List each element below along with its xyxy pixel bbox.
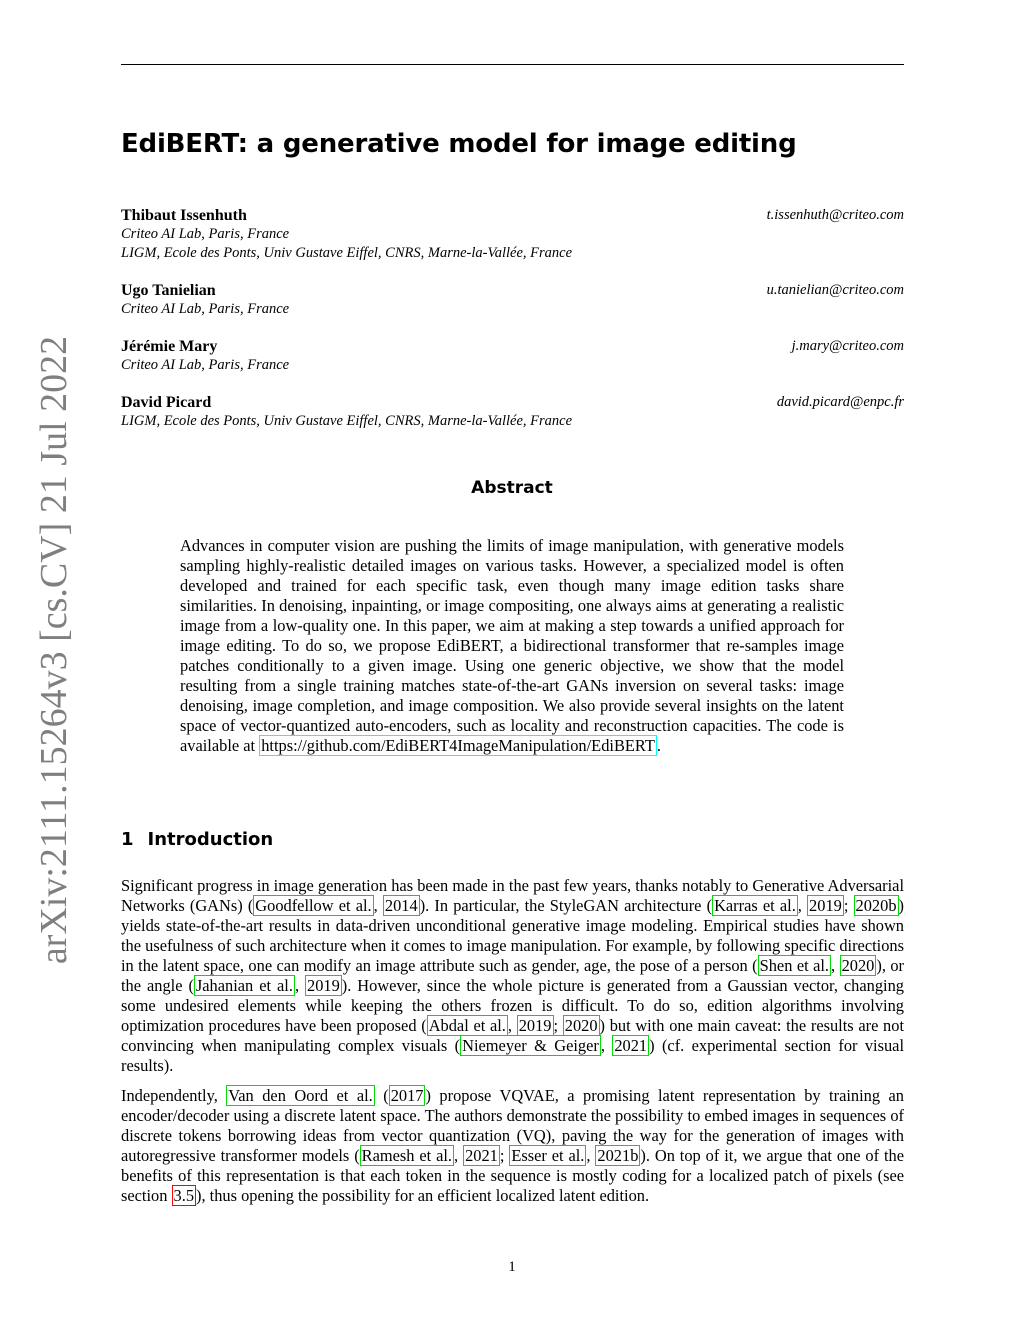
- author-block: [121, 393, 904, 431]
- section-reference-link[interactable]: 3.5: [173, 1186, 195, 1205]
- citation-link[interactable]: 2019: [307, 976, 340, 995]
- citation-link[interactable]: 2021: [465, 1146, 498, 1165]
- author-name: David Picard: [121, 394, 212, 411]
- citation-link[interactable]: 2021b: [597, 1146, 639, 1165]
- abstract-heading: Abstract: [471, 478, 553, 498]
- citation-link[interactable]: Abdal et al.: [428, 1016, 506, 1035]
- page-number: 1: [508, 1259, 516, 1275]
- header-rule: [121, 64, 904, 65]
- citation-link[interactable]: Shen et al.: [759, 956, 830, 975]
- citation-link[interactable]: Ramesh et al.: [361, 1146, 453, 1165]
- abstract-body-text: Advances in computer vision are pushing the limits of image manipulation, with generative models sampling highly-realistic detailed images on various tasks. However, a specialized model is often developed and trained for each specific task, even though many image edition tasks share similarities. In denoising, inpainting, or image compositing, one always aims at generating a realistic image from a low-quality one. In this paper, we aim at making a step towards a unified approach for image editing. To do so, we propose EdiBERT, a bidirectional transformer that re-samples image patches conditionally to a given image. Using one generic objective, we show that the model resulting from a single training matches state-of-the-art GANs inversion on several tasks: image denoising, image completion, and image composition. We also provide several insights on the latent space of vector-quantized auto-encoders, such as locality and reconstruction capacities. The code is available at: [180, 536, 844, 755]
- author-affiliation: LIGM, Ecole des Ponts, Univ Gustave Eiffel, CNRS, Marne-la-Vallée, France: [121, 245, 573, 261]
- citation-link[interactable]: 2020: [564, 1016, 598, 1035]
- author-name: Jérémie Mary: [121, 338, 218, 355]
- citation-link[interactable]: Esser et al.: [511, 1146, 585, 1165]
- paper-title: EdiBERT: a generative model for image editing: [121, 129, 797, 159]
- citation-link[interactable]: Niemeyer & Geiger: [462, 1036, 599, 1055]
- intro-paragraph-2: Independently, Van den Oord et al. ( 2017 ) propose VQVAE, a promising latent representation by training an encoder/decoder using a discrete latent space. The authors demonstrate the possibility to embed images in sequences of discrete tokens borrowing ideas from vector quantization (VQ), paving the way for the generation of images with autoregressive transformer models ( Ramesh et al. , 2021 ; Esser et al. , 2021b ). On top of it, we argue that one of the benefits of this representation is that each token in the sequence is mostly coding for a localized patch of pixels (see section 3.5 ), thus opening the possibility for an efficient localized latent edition.: [121, 1086, 905, 1205]
- section-title: Introduction: [147, 829, 274, 850]
- author-block: [121, 337, 904, 375]
- arxiv-identifier: arXiv:2111.15264v3 [cs.CV] 21 Jul 2022: [33, 335, 75, 965]
- citation-link[interactable]: Van den Oord et al.: [228, 1086, 373, 1105]
- author-affiliation: Criteo AI Lab, Paris, France: [121, 226, 290, 242]
- author-email[interactable]: u.tanielian@criteo.com: [766, 282, 904, 298]
- author-block: [121, 281, 904, 319]
- intro-paragraph-1: Significant progress in image generation has been made in the past few years, thanks notably to Generative Adversarial Networks (GANs) ( Goodfellow et al. , 2014 ). In particular, the StyleGAN architecture ( Karras et al. , 2019 ; 2020b ) yields state-of-the-art results in data-driven unconditional generative image modeling. Empirical studies have shown the usefulness of such architecture when it comes to image manipulation. For example, by following specific directions in the latent space, one can modify an image attribute such as gender, age, the pose of a person ( Shen et al. , 2020 ), or the angle ( Jahanian et al. , 2019 ). However, since the whole picture is generated from a Gaussian vector, changing some undesired elements while keeping the others frozen is difficult. To do so, edition algorithms involving optimization procedures have been proposed ( Abdal et al. , 2019 ; 2020 ) but with one main caveat: the results are not convincing when manipulating complex visuals ( Niemeyer & Geiger , 2021 ) (cf. experimental section for visual results).: [121, 876, 905, 1075]
- author-block: [121, 206, 904, 263]
- citation-link[interactable]: Karras et al.: [714, 896, 796, 915]
- citation-link[interactable]: 2019: [809, 896, 842, 915]
- abstract-text: Advances in computer vision are pushing the limits of image manipulation, with generative models sampling highly-realistic detailed images on various tasks. However, a specialized model is often developed and trained for each specific task, even though many image edition tasks share similarities. In denoising, inpainting, or image compositing, one always aims at generating a realistic image from a low-quality one. In this paper, we aim at making a step towards a unified approach for image editing. To do so, we propose EdiBERT, a bidirectional transformer that re-samples image patches conditionally to a given image. Using one generic objective, we show that the model resulting from a single training matches state-of-the-art GANs inversion on several tasks: image denoising, image completion, and image composition. We also provide several insights on the latent space of vector-quantized auto-encoders, such as locality and reconstruction capacities. The code is available at https://github.com/EdiBERT4ImageManipulation/EdiBERT .: [180, 536, 844, 755]
- author-email[interactable]: j.mary@criteo.com: [791, 338, 904, 354]
- citation-link[interactable]: 2019: [518, 1016, 552, 1035]
- citation-link[interactable]: Jahanian et al.: [195, 976, 293, 995]
- author-name: Thibaut Issenhuth: [121, 207, 247, 224]
- author-name: Ugo Tanielian: [121, 282, 216, 299]
- citation-link[interactable]: 2020: [841, 956, 875, 975]
- author-email[interactable]: t.issenhuth@criteo.com: [766, 207, 904, 223]
- author-affiliation: Criteo AI Lab, Paris, France: [121, 301, 290, 317]
- author-email[interactable]: david.picard@enpc.fr: [776, 394, 904, 410]
- section-heading: [121, 829, 273, 850]
- author-affiliation: Criteo AI Lab, Paris, France: [121, 357, 290, 373]
- section-number: 1: [121, 829, 134, 850]
- citation-link[interactable]: 2014: [384, 896, 418, 915]
- author-affiliation: LIGM, Ecole des Ponts, Univ Gustave Eiffel, CNRS, Marne-la-Vallée, France: [121, 413, 573, 429]
- citation-link[interactable]: 2021: [614, 1036, 648, 1055]
- citation-link[interactable]: Goodfellow et al.: [255, 896, 372, 915]
- code-url-link[interactable]: https://github.com/EdiBERT4ImageManipulation/EdiBERT: [261, 736, 655, 755]
- citation-link[interactable]: 2020b: [855, 896, 897, 915]
- citation-link[interactable]: 2017: [390, 1086, 424, 1105]
